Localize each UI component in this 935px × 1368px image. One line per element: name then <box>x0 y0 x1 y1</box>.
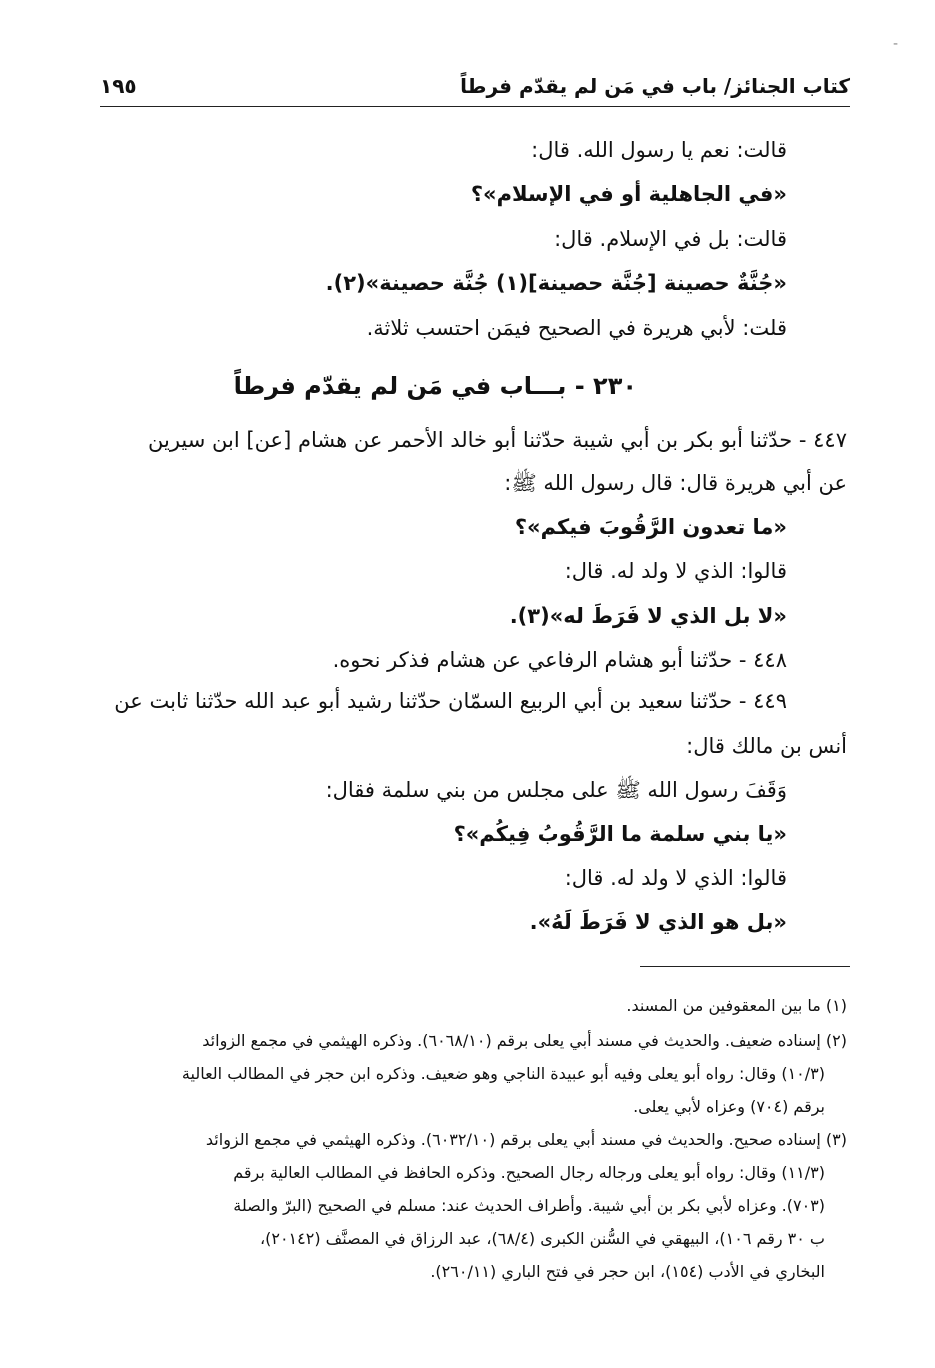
hadith-line: ٤٤٨ - حدّثنا أبو هشام الرفاعي عن هشام فذكر نحوه. <box>332 648 787 672</box>
running-header <box>100 72 850 107</box>
footnote: (٢) إسناده ضعيف. والحديث في مسند أبي يعلى برقم (٦٠٦٨/١٠). وذكره الهيثمي في مجمع الزوائد <box>202 1031 847 1050</box>
chapter-heading: ٢٣٠ - بـــاب في مَن لم يقدّم فرطاً <box>233 372 637 400</box>
footnote-continuation: (١١/٣) وقال: رواه أبو يعلى ورجاله رجال الصحيح. وذكره الحافظ في المطالب العالية برقم <box>233 1163 825 1182</box>
footnote-continuation: البخاري في الأدب (١٥٤)، ابن حجر في فتح الباري (٢٦٠/١١). <box>430 1262 825 1281</box>
corner-mark: - <box>893 36 899 52</box>
hadith-quote: «ما تعدون الرَّقُوبَ فيكم»؟ <box>514 515 787 539</box>
footnote-continuation: ب ٣٠ رقم ١٠٦)، البيهقي في السُّنن الكبرى (٦٨/٤)، عبد الرزاق في المصنَّف (٢٠١٤٢)، <box>259 1229 825 1248</box>
body-line: قالت: بل في الإسلام. قال: <box>554 227 787 251</box>
hadith-line: ٤٤٧ - حدّثنا أبو بكر بن أبي شيبة حدّثنا أبو خالد الأحمر عن هشام [عن] ابن سيرين <box>148 428 847 452</box>
footnote-separator <box>640 966 850 967</box>
body-line: وَقَفَ رسول الله ﷺ على مجلس من بني سلمة فقال: <box>325 778 787 802</box>
body-line: قالوا: الذي لا ولد له. قال: <box>564 559 787 583</box>
page-number: ١٩٥ <box>100 74 137 98</box>
footnote-continuation: برقم (٧٠٤) وعزاه لأبي يعلى. <box>633 1097 825 1116</box>
hadith-line: ٤٤٩ - حدّثنا سعيد بن أبي الربيع السمّان حدّثنا رشيد أبو عبد الله حدّثنا ثابت عن <box>114 689 787 713</box>
hadith-quote: «بل هو الذي لا فَرَطَ لَهُ». <box>529 910 787 934</box>
body-line: قالت: نعم يا رسول الله. قال: <box>531 138 787 162</box>
hadith-quote: «في الجاهلية أو في الإسلام»؟ <box>470 182 787 206</box>
hadith-line: عن أبي هريرة قال: قال رسول الله ﷺ: <box>504 471 847 495</box>
body-line: قلت: لأبي هريرة في الصحيح فيمَن احتسب ثلاثة. <box>366 316 787 340</box>
footnote: (٣) إسناده صحيح. والحديث في مسند أبي يعلى برقم (٦٠٣٢/١٠). وذكره الهيثمي في مجمع الزوائد <box>205 1130 847 1149</box>
running-header-title: كتاب الجنائز/ باب في مَن لم يقدّم فرطاً <box>460 74 850 98</box>
hadith-quote: «لا بل الذي لا فَرَطَ له»(٣). <box>509 604 787 628</box>
footnote: (١) ما بين المعقوفين من المسند. <box>626 996 847 1015</box>
hadith-quote: «يا بني سلمة ما الرَّقُوبُ فِيكُم»؟ <box>453 822 787 846</box>
hadith-line: أنس بن مالك قال: <box>686 734 847 758</box>
hadith-quote: «جُنَّةٌ حصينة [جُنَّة حصينة](١) جُنَّة حصينة»(٢). <box>325 271 787 295</box>
footnote-continuation: (٧٠٣). وعزاه لأبي بكر بن أبي شيبة. وأطراف الحديث عند: مسلم في الصحيح (البرّ والصلة <box>233 1196 825 1215</box>
body-line: قالوا: الذي لا ولد له. قال: <box>564 866 787 890</box>
footnote-continuation: (١٠/٣) وقال: رواه أبو يعلى وفيه أبو عبيدة الناجي وهو ضعيف. وذكره ابن حجر في المطالب العالية <box>181 1064 825 1083</box>
